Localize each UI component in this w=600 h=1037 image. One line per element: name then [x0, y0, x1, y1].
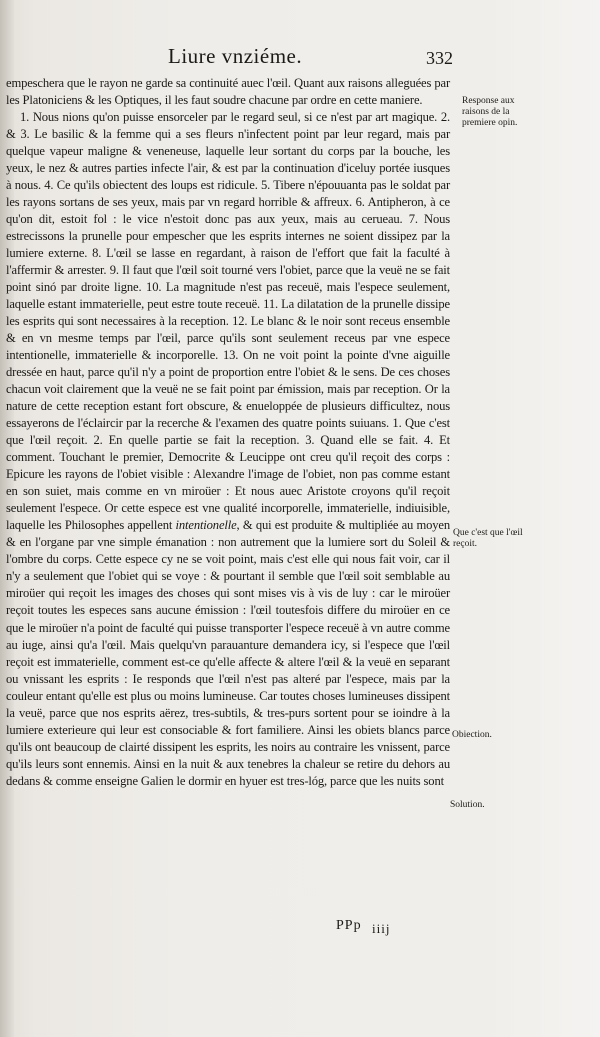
page-header: [0, 44, 600, 74]
paragraph-intro: empeschera que le rayon ne garde sa continuité auec l'œil. Quant aux raisons alleguées par les Platoniciens & les Optiques, il les faut soudre chacune par ordre en cette maniere.: [6, 76, 450, 108]
running-title: Liure vnziéme.: [168, 44, 303, 68]
italic-term-intentionelle: intentionelle: [175, 518, 237, 533]
margin-note-what-eye-receives: Que c'est que l'œil reçoit.: [453, 528, 523, 549]
signature-number: iiij: [372, 921, 391, 936]
paragraph-responses-text: 1. Nous nions qu'on puisse ensorceler par le regard seul, si ce n'est par art magique. 2. & 3. Le basilic & la femme qui a ses fleurs n'infectent point par leur regard, mais par quelque vapeur maligne & veneneuse, laquelle leur sortant du corps par la bouche, les yeux, le nez & autres parties infecte l'air, & est par la continuation d'iceluy portée iusques à nous. 4. Ce qu'ils obiectent des loups est ridicule. 5. Tibere n'épouuanta pas le soldat par les rayons sortans de ses yeux, mais par vn regard horrible & affreux. 6. Antipheron, à ce qu'on dit, estoit fol : le vice n'estoit donc pas aux yeux, mais au cerueau. 7. Nous estrecissons la prunelle pour empescher que les esprits internes ne soient dissipez par la lumiere externe. 8. L'œil se lasse en regardant, à raison de l'effort que fait la faculté à l'affermir & arrester. 9. Il faut que l'œil soit tourné vers l'obiet, parce que la veuë ne se fait point sinó par droite ligne. 10. La magnitude n'est pas receuë, mais l'espece seulement, laquelle estant immaterielle, peut estre toute receuë. 11. La dilatation de la prunelle dissipe les esprits qui sont necessaires à la reception. 12. Le blanc & le noir sont receus ensemble & en vn mesme temps par l'œil, parce qu'ils sont seulement receus par vne espece intentionelle, immaterielle & incorporelle. 13. On ne voit point la pointe d'vne aiguille dressée en haut, parce qu'il n'y a point de proportion entre l'obiet & le sens. De ces choses chacun voit clairement que la veuë ne se fait point par émission, mais par reception. Or la nature de cette reception estant fort obscure, & enueloppée de plusieurs difficultez, nous essayerons de l'éclaircir par la recerche & l'examen des quatre points suiuans. 1. Que c'est que l'œil reçoit. 2. En quelle partie se fait la reception. 3. Quand elle se fait. 4. Et comment. Touchant le premier, Democrite & Leucippe ont creu qu'il reçoit des corps : Epicure les rayons de l'obiet visible : Alexandre l'image de l'obiet, non pas comme estant en son suiet, mais comme en vn miroüer : Et nous auec Aristote croyons qu'il reçoit seulement l'espece. Or cette espece est vne qualité incorporelle, immaterielle, indiuisible, laquelle les Philosophes appellent: [6, 110, 450, 533]
paragraph-responses-continued: , & qui est produite & multipliée au moyen & en l'organe par vne simple émanation : non autrement que la lumiere sort du Soleil & l'ombre du corps. Cette espece cy ne se voit point, mais c'est elle qui nous fait voir, car il n'y a seulement que l'obiet qui se voye : & pourtant il semble que l'œil soit semblable au miroüer qui reçoit les images des choses qui sont mises vis à vis de luy : car le miroüer reçoit toutes les especes sans aucune émission : l'œil toutesfois differe du miroüer en ce que le miroüer n'a point de faculté qui puisse transporter l'espece receuë à vn autre comme au iuge, ainsi qu'a l'œil. Mais quelqu'vn parauanture demandera icy, si l'espece que l'œil reçoit est immaterielle, comment est-ce qu'elle affecte & altere l'œil & la veuë en separant ou vnissant les esprits : Ie responds que l'œil n'est pas alteré par l'espece, mais par la couleur entant qu'elle est plus ou moins lumineuse. Car toutes choses lumineuses dissipent la veuë, parce que nos esprits aërez, tres-subtils, & tres-purs sortent pour se ioindre à la lumiere exterieure qui leur est consociable & fort familiere. Ainsi les obiets blancs parce qu'ils ont beaucoup de clairté dissipent les esprits, les noirs au contraire les vnissent, parce qu'ils leurs sont ennemis. Ainsi en la nuit & aux tenebres la chaleur se retire du dehors au dedans & comme enseigne Galien le dormir en hyuer est tres-lóg, parce que les nuits sont: [6, 518, 451, 788]
margin-note-response: Response aux raisons de la premiere opin.: [462, 96, 518, 128]
page-number: 332: [426, 48, 453, 68]
margin-note-objection: Obiection.: [452, 730, 492, 740]
signature-mark: PPp: [336, 918, 362, 933]
main-text-block: [6, 75, 450, 790]
margin-note-solution: Solution.: [450, 800, 485, 810]
paragraph-responses: [6, 109, 450, 790]
